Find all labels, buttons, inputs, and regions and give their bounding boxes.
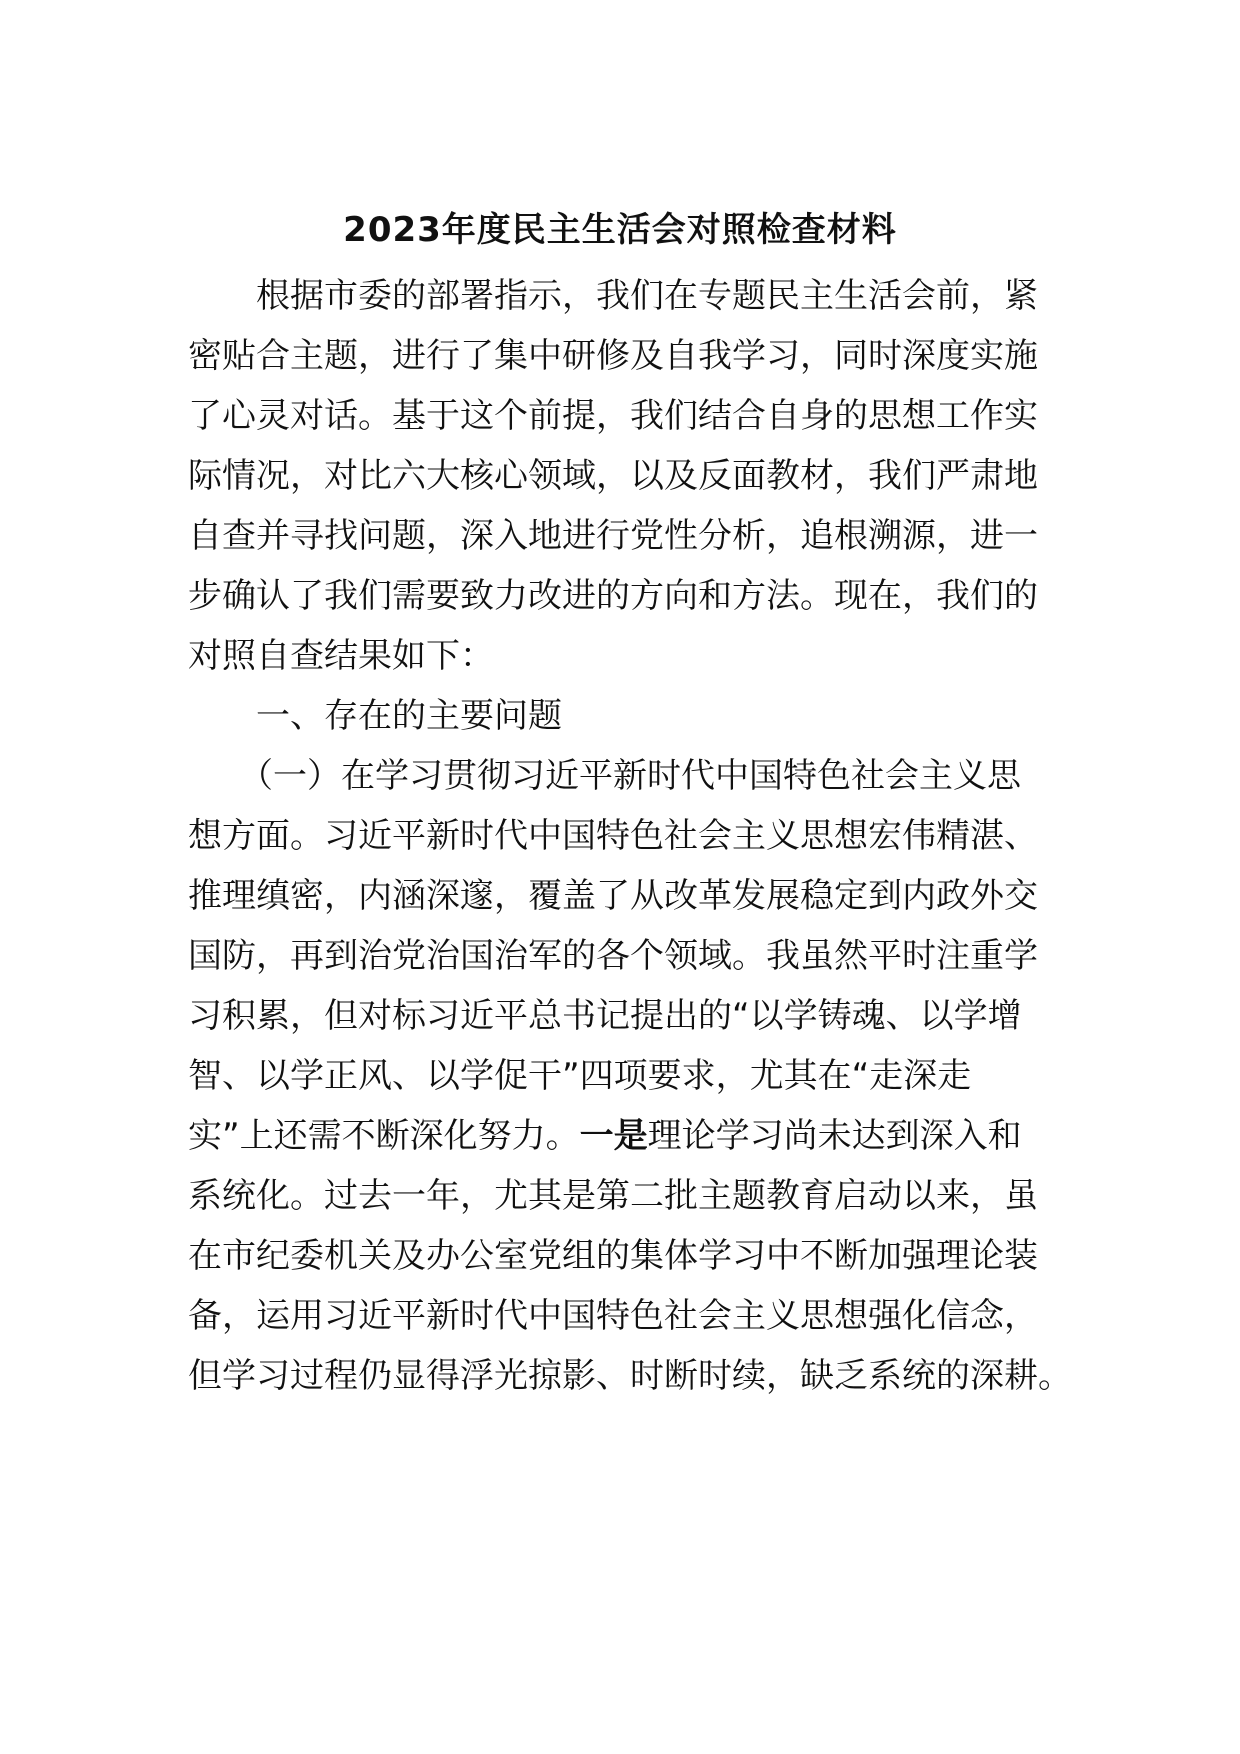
line-text: 理论学习尚未达到深入和: [647, 1116, 1022, 1156]
paragraph-line: 密贴合主题，进行了集中研修及自我学习，同时深度实施: [188, 336, 1038, 376]
paragraph-line: 了心灵对话。基于这个前提，我们结合自身的思想工作实: [188, 396, 1038, 436]
paragraph-line: 对照自查结果如下：: [188, 636, 494, 676]
paragraph-line: 国防，再到治党治国治军的各个领域。我虽然平时注重学: [188, 936, 1038, 976]
paragraph-line: 智、以学正风、以学促干”四项要求，尤其在“走深走: [188, 1056, 972, 1096]
document-title: 2023年度民主生活会对照检查材料: [343, 210, 897, 250]
bold-point-marker: 一是: [579, 1116, 648, 1156]
paragraph-line: 备，运用习近平新时代中国特色社会主义思想强化信念，: [188, 1296, 1038, 1336]
paragraph-line: 自查并寻找问题，深入地进行党性分析，追根溯源，进一: [188, 516, 1038, 556]
paragraph-line: 系统化。过去一年，尤其是第二批主题教育启动以来，虽: [188, 1176, 1038, 1216]
subsection-heading-line: （一）在学习贯彻习近平新时代中国特色社会主义思: [188, 756, 1021, 796]
paragraph-line: 在市纪委机关及办公室党组的集体学习中不断加强理论装: [188, 1236, 1038, 1276]
paragraph-line: 但学习过程仍显得浮光掠影、时断时续，缺乏系统的深耕。: [188, 1356, 1072, 1396]
paragraph-line: 习积累，但对标习近平总书记提出的“以学铸魂、以学增: [188, 996, 1022, 1036]
section-heading: 一、存在的主要问题: [188, 696, 562, 736]
paragraph-line: 步确认了我们需要致力改进的方向和方法。现在，我们的: [188, 576, 1038, 616]
paragraph-line: 想方面。习近平新时代中国特色社会主义思想宏伟精湛、: [188, 816, 1038, 856]
paragraph-line: 推理缜密，内涵深邃，覆盖了从改革发展稳定到内政外交: [188, 876, 1038, 916]
paragraph-line: 际情况，对比六大核心领域，以及反面教材，我们严肃地: [188, 456, 1038, 496]
paragraph-line-with-marker: [188, 1104, 1022, 1168]
line-text: 实”上还需不断深化努力。: [188, 1116, 580, 1156]
paragraph-line: 根据市委的部署指示，我们在专题民主生活会前，紧: [188, 276, 1038, 316]
